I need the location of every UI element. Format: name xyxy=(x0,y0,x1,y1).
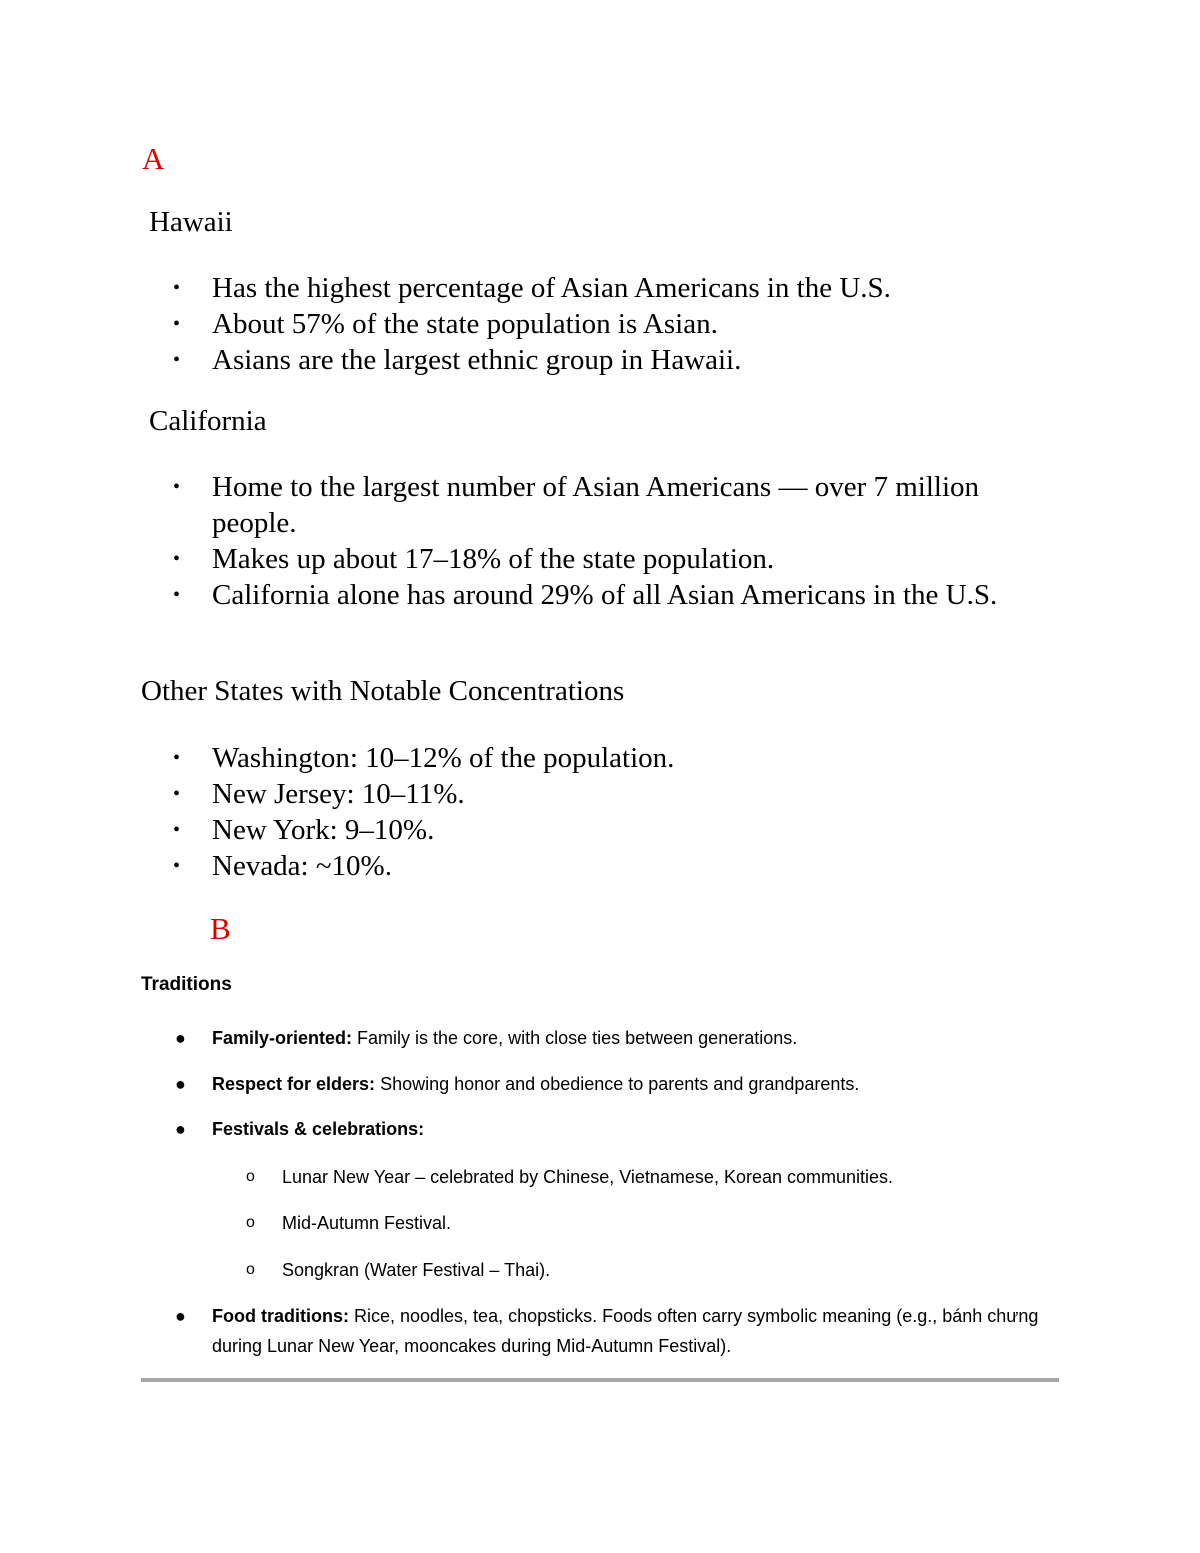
california-list xyxy=(142,469,1002,613)
festival-subitem xyxy=(246,1162,893,1192)
bullet-icon: ● xyxy=(175,1074,186,1094)
tradition-label: Festivals & celebrations: xyxy=(212,1119,425,1139)
other-states-list xyxy=(142,740,1002,884)
hawaii-list xyxy=(142,270,1002,378)
festival-text: Songkran (Water Festival – Thai). xyxy=(282,1260,551,1280)
california-heading: California xyxy=(149,405,267,437)
list-item: • Home to the largest number of Asian Americans — over 7 million people. xyxy=(142,469,1002,541)
tradition-label: Respect for elders: xyxy=(212,1074,376,1094)
list-item: • Has the highest percentage of Asian Americans in the U.S. xyxy=(142,270,1002,306)
festival-text: Lunar New Year – celebrated by Chinese, Vietnamese, Korean communities. xyxy=(282,1167,894,1187)
bullet-icon: ● xyxy=(175,1306,186,1326)
tradition-label: Food traditions: xyxy=(212,1306,349,1326)
list-item: • Asians are the largest ethnic group in Hawaii. xyxy=(142,342,1002,378)
tradition-respect xyxy=(142,1069,1042,1099)
tradition-festivals xyxy=(142,1114,1042,1144)
section-a-label: A xyxy=(142,141,165,176)
section-b-label: B xyxy=(210,911,231,946)
bullet-icon: ● xyxy=(175,1119,186,1139)
horizontal-divider xyxy=(141,1378,1059,1382)
list-item: • Nevada: ~10%. xyxy=(142,848,1002,884)
traditions-title: Traditions xyxy=(141,974,232,995)
list-item: • Makes up about 17–18% of the state population. xyxy=(142,541,1002,577)
tradition-text: Rice, noodles, tea, chopsticks. Foods often carry symbolic meaning (e.g., bánh chưng during Lunar New Year, mooncakes during Mid-Autumn Festival). xyxy=(212,1306,1039,1356)
tradition-label: Family-oriented: xyxy=(212,1028,353,1048)
list-item: • Washington: 10–12% of the population. xyxy=(142,740,1002,776)
festival-text: Mid-Autumn Festival. xyxy=(282,1213,452,1233)
list-item: • California alone has around 29% of all Asian Americans in the U.S. xyxy=(142,577,1002,613)
festival-subitem xyxy=(246,1255,550,1285)
tradition-text: Showing honor and obedience to parents and grandparents. xyxy=(375,1074,860,1094)
circle-bullet-icon: o xyxy=(246,1168,255,1185)
list-item: • New York: 9–10%. xyxy=(142,812,1002,848)
tradition-food xyxy=(142,1301,1042,1361)
tradition-text: Family is the core, with close ties between generations. xyxy=(352,1028,798,1048)
hawaii-heading: Hawaii xyxy=(149,206,233,238)
festival-subitem xyxy=(246,1208,451,1238)
list-item: • About 57% of the state population is Asian. xyxy=(142,306,1002,342)
bullet-icon: ● xyxy=(175,1028,186,1048)
tradition-family xyxy=(142,1023,1042,1053)
circle-bullet-icon: o xyxy=(246,1261,255,1278)
other-states-heading: Other States with Notable Concentrations xyxy=(141,675,625,707)
circle-bullet-icon: o xyxy=(246,1214,255,1231)
list-item: • New Jersey: 10–11%. xyxy=(142,776,1002,812)
